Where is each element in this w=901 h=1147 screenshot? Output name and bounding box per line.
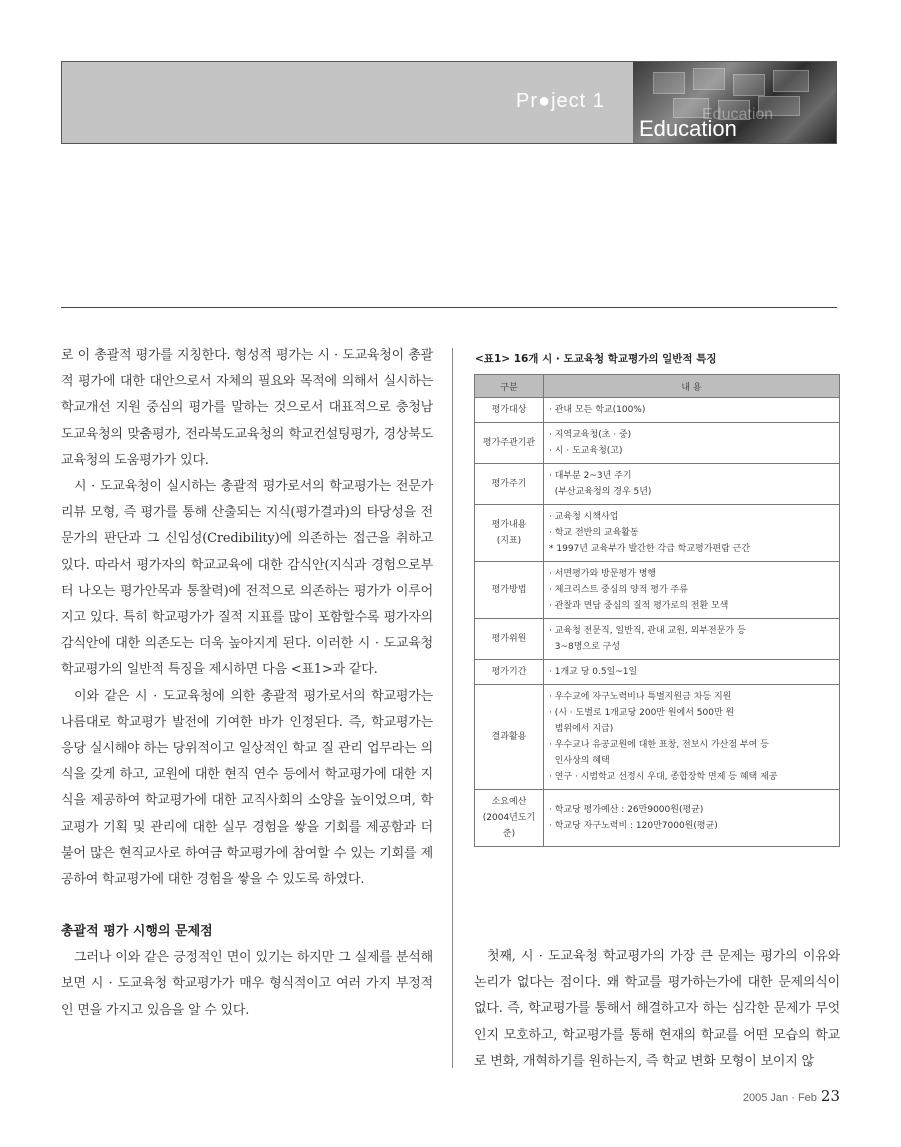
row-category: 평가주관기관 (475, 423, 544, 464)
row-content (544, 790, 840, 847)
row-item: · 관찰과 면담 중심의 질적 평가로의 전환 모색 (549, 601, 729, 611)
issue-label: 2005 Jan · Feb (742, 1092, 817, 1104)
row-content (544, 562, 840, 619)
table-row (475, 505, 840, 562)
row-item: * 1997년 교육부가 발간한 각급 학교평가편람 근간 (549, 544, 751, 554)
evaluation-table (474, 374, 840, 847)
row-content (544, 423, 840, 464)
row-item: · 우수교나 유공교원에 대한 표창, 전보시 가산점 부여 등 (549, 740, 769, 750)
table-row (475, 562, 840, 619)
row-category: 평가주기 (475, 464, 544, 505)
row-content (544, 398, 840, 423)
row-category: 결과활용 (475, 685, 544, 790)
paragraph: 첫째, 시 · 도교육청 학교평가의 가장 큰 문제는 평가의 이유와 논리가 없다는 점이다. 왜 학교를 평가하는가에 대한 문제의식이 없다. 즉, 학교평가를 통해서 해결하고자 하는 심각한 문제가 무엇인지 모호하고, 학교평가를 통해 현재의 학교를 어떤 모습의 학교로 변화, 개혁하기를 원하는지, 즉 학교 변화 모형이 보이지 않 (474, 949, 840, 1069)
page-footer (743, 1087, 840, 1105)
table-header-row (475, 375, 840, 398)
row-category: 평가기간 (475, 660, 544, 685)
row-category: 평가방법 (475, 562, 544, 619)
row-item: · 1개교 당 0.5일~1일 (549, 667, 638, 677)
row-item: · 대부분 2~3년 주기 (549, 471, 632, 481)
row-item: 범위에서 지급) (549, 724, 614, 734)
row-content (544, 619, 840, 660)
row-item: · 학교당 자구노력비 : 120만7000원(평균) (549, 821, 718, 831)
row-content (544, 505, 840, 562)
left-column (61, 343, 433, 1024)
row-item: · 학교당 평가예산 : 26만9000원(평균) (549, 805, 704, 815)
paragraph: 로 이 총괄적 평가를 지칭한다. 형성적 평가는 시 · 도교육청이 총괄적 평가에 대한 대안으로서 자체의 필요와 목적에 의해서 실시하는 학교개선 지원 중심의 평가를 말하는 것으로서 대표적으로 충청남도교육청의 맞춤평가, 전라북도교육청의 학교컨설팅평가, 경상북도교육청의 도움평가가 있다. (61, 348, 433, 468)
row-content (544, 464, 840, 505)
paragraph: 이와 같은 시 · 도교육청에 의한 총괄적 평가로서의 학교평가는 나름대로 학교평가 발전에 기여한 바가 인정된다. 즉, 학교평가는 응당 실시해야 하는 당위적이고 일상적인 학교 질 관리 업무라는 의식을 갖게 하고, 교원에 대한 현직 연수 등에서 학교평가에 대한 지식을 제공하여 학교평가에 대한 교직사회의 소양을 높이었으며, 학교평가 기획 및 관리에 대한 실무 경험을 쌓을 기회를 제공함과 더불어 많은 현직교사로 하여금 학교평가에 참여할 수 있는 기회를 제공하여 학교평가에 대한 경험을 쌓을 수 있도록 하였다. (61, 688, 433, 888)
table-row (475, 619, 840, 660)
table-row (475, 790, 840, 847)
row-item: · 서면평가와 방문평가 병행 (549, 569, 657, 579)
row-item: 3~8명으로 구성 (549, 642, 621, 652)
row-item: · 교육청 전문직, 일반직, 관내 교원, 외부전문가 등 (549, 626, 746, 636)
horizontal-rule (61, 307, 837, 308)
header-content: 내 용 (544, 375, 840, 398)
column-divider (452, 348, 453, 1068)
table-row (475, 464, 840, 505)
row-item: · 시 · 도교육청(고) (549, 446, 623, 456)
row-item: · 연구 · 시범학교 선정시 우대, 종합장학 면제 등 혜택 제공 (549, 772, 778, 782)
header-category: 구분 (475, 375, 544, 398)
row-item: · 학교 전반의 교육활동 (549, 528, 639, 538)
row-item: · 체크리스트 중심의 양적 평가 주류 (549, 585, 688, 595)
table-caption: <표1> 16개 시 · 도교육청 학교평가의 일반적 특징 (475, 353, 717, 365)
right-column (474, 944, 840, 1075)
table-row (475, 398, 840, 423)
banner-word-ghost: Education (702, 106, 774, 123)
row-category: 평가내용 (지표) (475, 505, 544, 562)
row-item: · 교육청 시책사업 (549, 512, 619, 522)
row-item: 인사상의 혜택 (549, 756, 610, 766)
paragraph: 시 · 도교육청이 실시하는 총괄적 평가로서의 학교평가는 전문가 리뷰 모형, 즉 평가를 통해 산출되는 지식(평가결과)의 타당성을 전문가의 판단과 그 신임성(Credibility)에 의존하는 접근을 취하고 있다. 따라서 평가자의 학교교육에 대한 감식안(지식과 경험으로부터 나오는 평가안목과 통찰력)에 전적으로 의존하는 평가가 이루어지고 있다. 특히 학교평가가 질적 지표를 많이 포함할수록 평가자의 감식안에 대한 의존도는 더욱 높아지게 된다. 이러한 시 · 도교육청 학교평가의 일반적 특징을 제시하면 다음 <표1>과 같다. (61, 479, 433, 678)
row-content (544, 660, 840, 685)
row-item: · 우수교에 자구노력비나 특별지원금 차등 지원 (549, 692, 732, 702)
section-heading: 총괄적 평가 시행의 문제점 (61, 924, 213, 940)
paragraph: 그러나 이와 같은 긍정적인 면이 있기는 하지만 그 실제를 분석해보면 시 · 도교육청 학교평가가 매우 형식적이고 여러 가지 부정적인 면을 가지고 있음을 알 수 있다. (61, 950, 433, 1018)
table-row (475, 423, 840, 464)
row-category: 평가대상 (475, 398, 544, 423)
row-category: 소요예산 (2004년도기준) (475, 790, 544, 847)
row-item: · 관내 모든 학교(100%) (549, 405, 646, 415)
row-item: · 지역교육청(초 · 중) (549, 430, 632, 440)
row-item: (부산교육청의 경우 5년) (549, 487, 652, 497)
banner-word: Education (639, 116, 737, 141)
row-content (544, 685, 840, 790)
table-row (475, 660, 840, 685)
header-banner (61, 61, 837, 144)
table-row (475, 685, 840, 790)
row-item: · (시 · 도별로 1개교당 200만 원에서 500만 원 (549, 708, 735, 718)
page-number: 23 (820, 1087, 840, 1105)
row-category: 평가위원 (475, 619, 544, 660)
project-label: Pr●ject 1 (516, 90, 605, 112)
